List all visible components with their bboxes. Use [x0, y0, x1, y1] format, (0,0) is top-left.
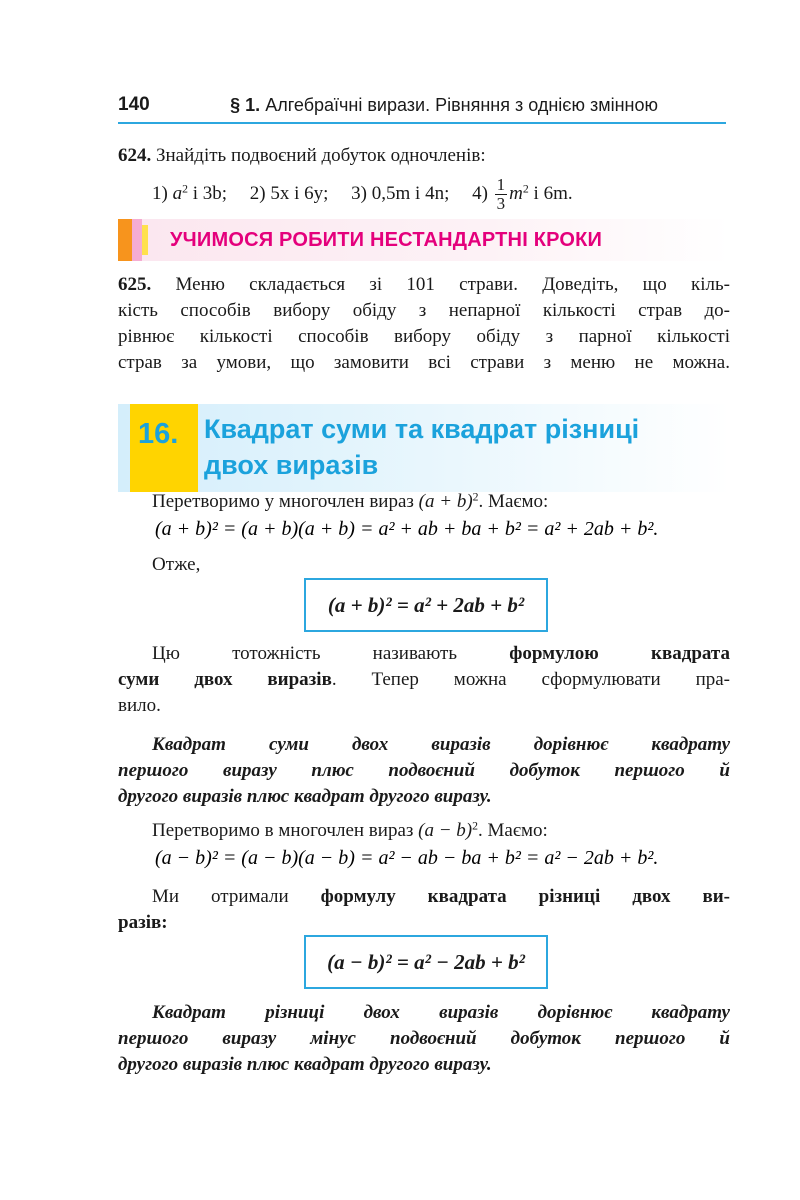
paragraph-1-text: Перетворимо у многочлен вираз — [152, 491, 414, 512]
item-term: 4n; — [425, 182, 450, 204]
term-expressions: разів — [118, 912, 162, 933]
exercise-625-text: Меню складається зі 101 страви. Доведіть, що кіль- — [175, 274, 730, 295]
paragraph-3 — [152, 818, 730, 844]
item-conj: і — [415, 182, 421, 204]
item-term: 6y; — [304, 182, 329, 204]
section-header — [118, 404, 730, 492]
rule-1-line-3: другого виразів плюс квадрат другого виразу. — [118, 786, 492, 807]
section-number: 16. — [138, 418, 179, 450]
formula-square-sum-expansion: (a + b)² = (a + b)(a + b) = a² + ab + ba + b² = a² + 2ab + b². — [155, 518, 659, 540]
page-number: 140 — [118, 94, 150, 115]
item-term: 6m. — [543, 182, 573, 204]
paragraph-2-text: Цю тотожність називають — [152, 643, 458, 664]
paragraph-4-line-2 — [118, 910, 730, 936]
banner-stripe-orange — [118, 219, 132, 261]
section-title-line-1: Квадрат суми та квадрат різниці — [204, 414, 640, 444]
item-label: 2) — [249, 182, 266, 204]
item-exponent: 2 — [522, 182, 529, 196]
boxed-formula-text: (a − b)² = a² − 2ab + b² — [327, 949, 525, 974]
item-label: 3) — [351, 182, 367, 204]
paragraph-1-exponent: 2 — [472, 490, 479, 504]
paragraph-3-expr: (a − b) — [418, 820, 473, 841]
paragraph-2-line-2 — [118, 667, 730, 693]
exercise-625-line-1 — [118, 272, 730, 298]
rule-2-line-2: першого виразу мінус подвоєний добуток першого й — [118, 1028, 730, 1049]
formula-square-difference-expansion: (a − b)² = (a − b)(a − b) = a² − ab − ba + b² = a² − 2ab + b². — [155, 847, 659, 869]
paragraph-1-end: . Маємо: — [478, 491, 549, 512]
item-label: 4) — [472, 182, 488, 204]
rule-1-line-1: Квадрат суми двох виразів дорівнює квадрату — [152, 734, 730, 755]
colon: : — [161, 912, 168, 933]
banner-text: УЧИМОСЯ РОБИТИ НЕСТАНДАРТНІ КРОКИ — [170, 229, 603, 251]
exercise-number: 625. — [118, 274, 152, 295]
item-1 — [152, 183, 232, 204]
term-square-difference-formula: формулу квадрата різниці двох ви- — [320, 886, 730, 907]
item-conj: і — [533, 182, 539, 204]
item-4 — [472, 175, 573, 213]
exercise-624-items — [152, 176, 573, 213]
paragraph-1 — [152, 489, 730, 515]
term-square-sum-formula: формулою квадрата — [509, 643, 730, 664]
paragraph-2-line-3: вило. — [118, 695, 161, 716]
paragraph-4-text: Ми отримали — [152, 886, 289, 907]
term-sum-two-expressions: суми двох виразів — [118, 669, 332, 690]
rule-2-line-3: другого виразів плюс квадрат другого виразу. — [118, 1054, 492, 1075]
paragraph-3-end: . Маємо: — [478, 820, 548, 841]
section-mark: § 1. — [230, 95, 261, 115]
chapter-title — [230, 95, 658, 116]
paragraph-2-line-1 — [152, 641, 730, 667]
item-term: 0,5m — [371, 182, 411, 204]
paragraph-4-line-1 — [152, 884, 730, 910]
fraction-numerator: 1 — [496, 175, 506, 194]
boxed-formula-text: (a + b)² = a² + 2ab + b² — [327, 592, 525, 617]
exercise-625-line-3: рівнює кількості способів вибору обіду з парної кількості — [118, 326, 730, 347]
paragraph-3-text: Перетворимо в многочлен вираз — [152, 820, 414, 841]
item-exponent: 2 — [182, 182, 188, 196]
item-term: m — [509, 182, 523, 204]
page-header — [118, 92, 726, 124]
exercise-625-line-2: кість способів вибору обіду з непарної кількості страв до- — [118, 300, 730, 321]
rule-2-line-1: Квадрат різниці двох виразів дорівнює квадрату — [152, 1002, 730, 1023]
item-conj: і — [192, 182, 198, 204]
banner-stripe-yellow — [142, 225, 148, 255]
fraction-denominator: 3 — [496, 194, 506, 213]
otzhe-text: Отже, — [152, 554, 201, 575]
item-term: a — [172, 182, 183, 204]
item-3 — [351, 183, 454, 204]
exercise-text: Знайдіть подвоєний добуток одночленів: — [156, 145, 486, 166]
chapter-title-text: Алгебраїчні вирази. Рівняння з однією змінною — [265, 95, 658, 115]
boxed-formula-square-sum — [304, 578, 548, 632]
exercise-624 — [118, 143, 730, 169]
paragraph-3-exponent: 2 — [472, 819, 479, 833]
boxed-formula-square-difference — [304, 935, 548, 989]
fraction — [495, 176, 508, 213]
rule-1-line-2: першого виразу плюс подвоєний добуток першого й — [118, 760, 730, 781]
paragraph-2-text: . Тепер можна сформулювати пра- — [331, 669, 730, 690]
nonstandard-banner — [118, 219, 730, 261]
banner-stripe-pink — [132, 219, 142, 261]
paragraph-1-expr: (a + b) — [418, 491, 473, 512]
item-term: 3b; — [202, 182, 228, 204]
item-conj: і — [294, 182, 300, 204]
item-label: 1) — [152, 182, 168, 204]
exercise-number: 624. — [118, 145, 152, 166]
item-term: 5x — [270, 182, 290, 204]
section-title-line-2: двох виразів — [204, 450, 379, 480]
exercise-625-line-4: страв за умови, що замовити всі страви з меню не можна. — [118, 352, 730, 373]
item-2 — [250, 183, 333, 204]
